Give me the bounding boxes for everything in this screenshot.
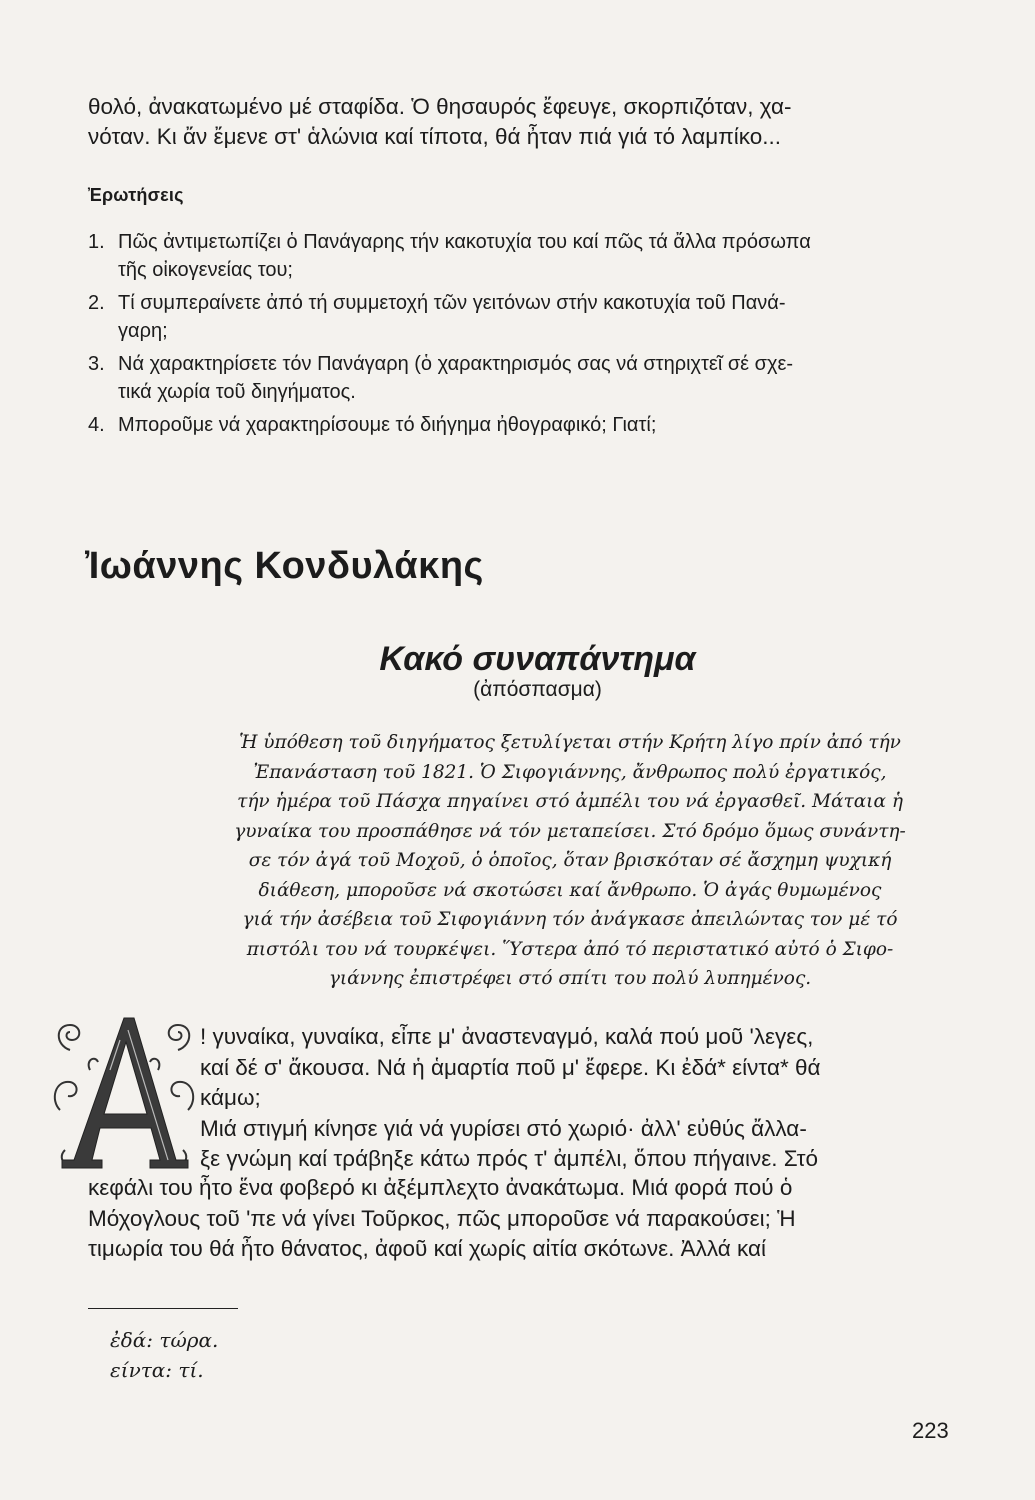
question-item	[88, 350, 950, 406]
question-line: Νά χαρακτηρίσετε τόν Πανάγαρη (ὁ χαρακτηρισμός σας νά στηριχτεῖ σέ σχε-	[118, 353, 794, 375]
story-line: ξε γνώμη καί τράβηξε κάτω πρός τ' ἀμπέλι, ὅπου πήγαινε. Στό	[200, 1146, 819, 1171]
footnote: ἐδά: τώρα.	[110, 1328, 219, 1352]
drop-cap-icon	[50, 1010, 198, 1175]
question-line: Μποροῦμε νά χαρακτηρίσουμε τό διήγημα ἠθογραφικό; Γιατί;	[118, 414, 657, 436]
intro-line: γυναίκα του προσπάθησε νά τόν μεταπείσει. Στό δρόμο ὅμως συνάντη-	[234, 820, 906, 842]
story-line: ! γυναίκα, γυναίκα, εἶπε μ' ἀναστεναγμό, καλά πού μοῦ 'λεγες,	[200, 1024, 814, 1049]
question-item	[88, 289, 950, 345]
questions-list	[88, 228, 950, 444]
questions-heading: Ἐρωτήσεις	[88, 185, 184, 205]
intro-line: γιάννης ἐπιστρέφει στό σπίτι του πολύ λυπημένος.	[328, 968, 812, 989]
story-opening	[200, 1022, 950, 1175]
question-item	[88, 411, 950, 439]
question-line: τικά χωρία τοῦ διηγήματος.	[118, 381, 356, 403]
opening-paragraph	[88, 92, 950, 152]
text-line: θολό, ἀνακατωμένο μέ σταφίδα. Ὁ θησαυρός ἔφευγε, σκορπιζόταν, χα-	[88, 94, 792, 119]
question-number: 1.	[88, 231, 105, 253]
question-number: 2.	[88, 292, 105, 314]
intro-line: γιά τήν ἀσέβεια τοῦ Σιφογιάννη τόν ἀνάγκασε ἀπειλώντας τον μέ τό	[242, 909, 898, 930]
intro-line: σε τόν ἀγά τοῦ Μοχοῦ, ὁ ὁποῖος, ὅταν βρισκόταν σέ ἄσχημη ψυχική	[248, 850, 892, 871]
footnotes	[110, 1325, 218, 1385]
footnote: είντα: τί.	[110, 1358, 204, 1382]
question-line: Τί συμπεραίνετε ἀπό τή συμμετοχή τῶν γειτόνων στήν κακοτυχία τοῦ Πανά-	[118, 292, 786, 314]
page-number: 223	[912, 1418, 949, 1443]
question-number: 3.	[88, 353, 105, 375]
story-continuation	[88, 1173, 950, 1265]
ornamental-drop-cap	[50, 1010, 198, 1175]
question-line: τῆς οἰκογενείας του;	[118, 259, 293, 281]
story-title: Κακό συναπάντημα	[379, 640, 696, 678]
intro-line: Ἡ ὑπόθεση τοῦ διηγήματος ξετυλίγεται στήν Κρήτη λίγο πρίν ἀπό τήν	[239, 732, 901, 753]
story-line: Μιά στιγμή κίνησε γιά νά γυρίσει στό χωριό· ἀλλ' εὐθύς ἄλλα-	[200, 1115, 807, 1141]
story-line: τιμωρία του θά ἦτο θάνατος, ἀφοῦ καί χωρίς αἰτία σκότωνε. Ἀλλά καί	[88, 1236, 767, 1261]
story-line: Μόχογλους τοῦ 'πε νά γίνει Τοῦρκος, πῶς μποροῦσε νά παρακούσει; Ἡ	[88, 1205, 796, 1231]
story-line: καί δέ σ' ἄκουσα. Νά ἡ ἁμαρτία ποῦ μ' ἔφερε. Κι ἐδά* είντα* θά	[200, 1054, 821, 1080]
text-line: νόταν. Κι ἄν ἔμενε στ' ἁλώνια καί τίποτα, θά ἦταν πιά γιά τό λαμπίκο...	[88, 124, 781, 149]
story-line: κάμω;	[200, 1085, 261, 1110]
intro-line: διάθεση, μποροῦσε νά σκοτώσει καί ἄνθρωπο. Ὁ ἀγάς θυμωμένος	[258, 879, 882, 901]
footnote-divider	[88, 1308, 238, 1309]
intro-line: Ἐπανάσταση τοῦ 1821. Ὁ Σιφογιάννης, ἄνθρωπος πολύ ἐργατικός,	[253, 761, 887, 783]
intro-line: τήν ἡμέρα τοῦ Πάσχα πηγαίνει στό ἀμπέλι του νά ἐργασθεῖ. Μάταια ἡ	[237, 791, 903, 812]
question-line: γαρη;	[118, 320, 168, 342]
question-line: Πῶς ἀντιμετωπίζει ὁ Πανάγαρης τήν κακοτυχία του καί πῶς τά ἄλλα πρόσωπα	[118, 231, 811, 253]
intro-line: πιστόλι του νά τουρκέψει. Ὕστερα ἀπό τό περιστατικό αὐτό ὁ Σιφο-	[246, 938, 894, 960]
intro-summary	[195, 728, 945, 994]
author-name: Ἰωάννης Κονδυλάκης	[85, 545, 484, 587]
story-line: κεφάλι του ἦτο ἕνα φοβερό κι ἀξέμπλεχτο ἀνακάτωμα. Μιά φορά πού ὁ	[88, 1175, 793, 1200]
question-number: 4.	[88, 414, 105, 436]
question-item	[88, 228, 950, 284]
story-subtitle: (ἀπόσπασμα)	[473, 678, 602, 701]
